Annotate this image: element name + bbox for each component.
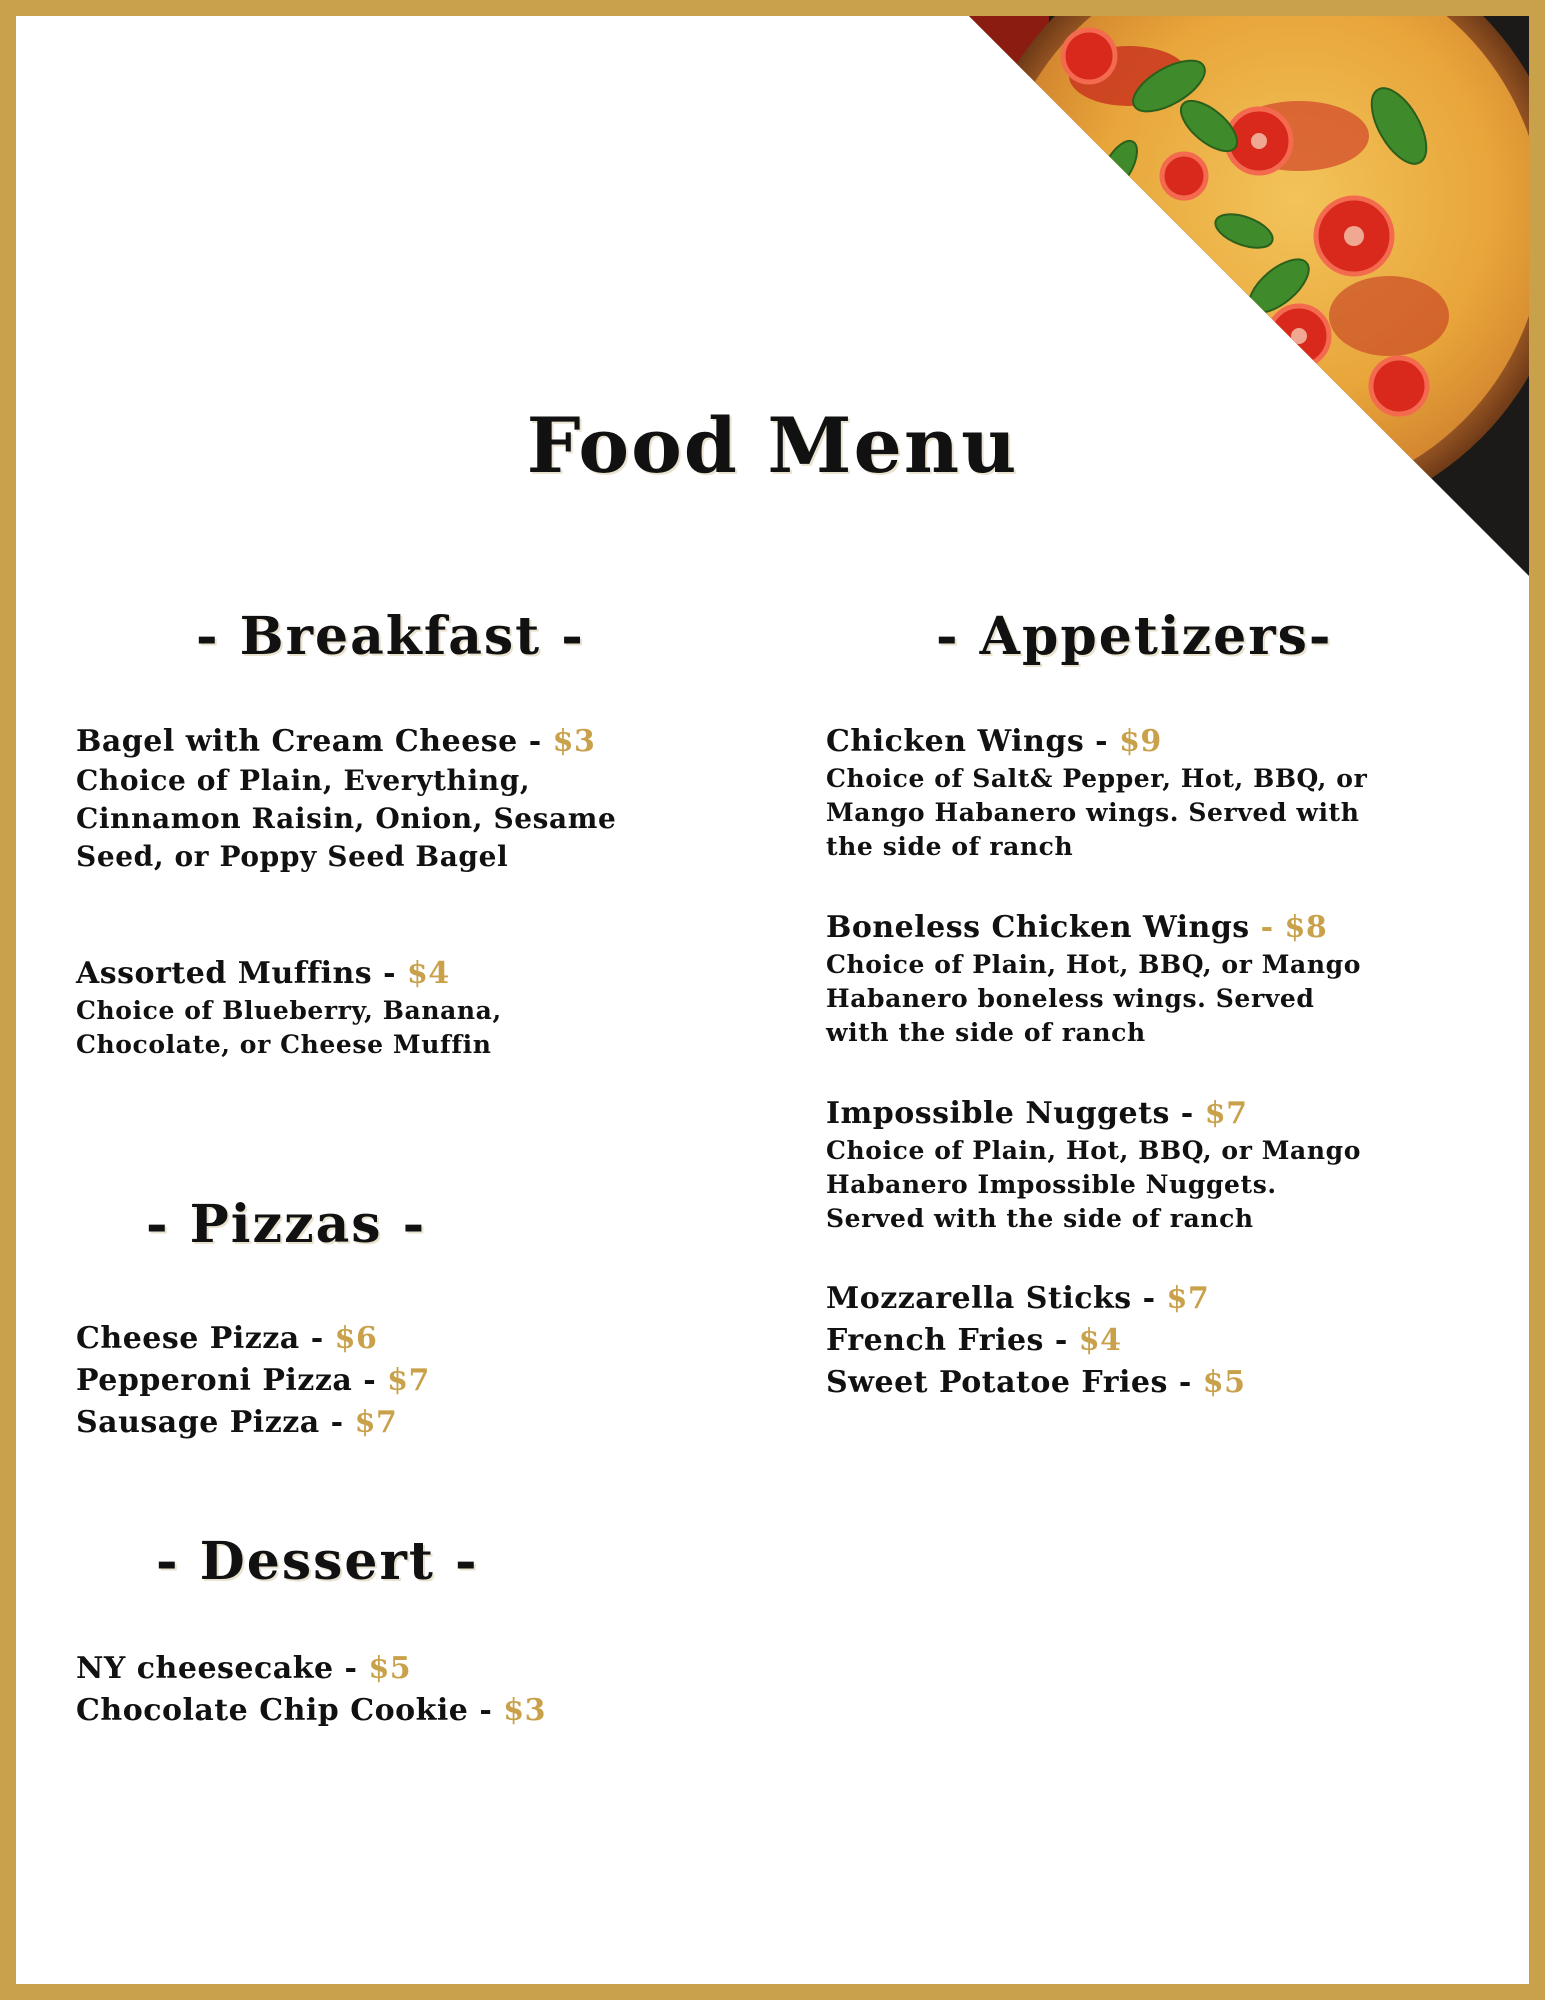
item-price: $6 xyxy=(334,1321,378,1356)
page-title: Food Menu xyxy=(526,401,1019,490)
item-description: Choice of Plain, Hot, BBQ, or Mango xyxy=(826,950,1361,979)
item-description: Habanero Impossible Nuggets. xyxy=(826,1170,1277,1199)
item-description: Served with the side of ranch xyxy=(826,1204,1254,1233)
menu-item-impossible-nuggets xyxy=(826,1094,1466,1236)
item-price: - $8 xyxy=(1260,910,1328,945)
pizzas-list xyxy=(76,1318,430,1444)
item-title xyxy=(826,1094,1466,1134)
item-name: NY cheesecake - xyxy=(76,1651,369,1686)
item-description: Mango Habanero wings. Served with xyxy=(826,798,1360,827)
list-item xyxy=(76,1648,546,1690)
pizza-icon xyxy=(969,16,1529,576)
breakfast-heading: - Breakfast - xyxy=(196,606,585,667)
list-item xyxy=(826,1320,1245,1362)
menu-item-chicken-wings xyxy=(826,722,1466,864)
dessert-heading: - Dessert - xyxy=(156,1531,479,1592)
item-name: Chicken Wings - xyxy=(826,724,1120,759)
item-description: Habanero boneless wings. Served xyxy=(826,984,1315,1013)
item-price: $7 xyxy=(387,1363,430,1398)
appetizers-extras-list xyxy=(826,1278,1245,1404)
list-item xyxy=(76,1690,546,1732)
item-price: $7 xyxy=(1166,1281,1210,1316)
item-name: Boneless Chicken Wings xyxy=(826,910,1261,945)
item-title xyxy=(826,722,1466,762)
item-price: $9 xyxy=(1119,724,1162,759)
item-description: Choice of Plain, Everything, xyxy=(76,764,531,797)
item-name: Mozzarella Sticks - xyxy=(826,1281,1167,1316)
pizzas-heading: - Pizzas - xyxy=(146,1194,427,1255)
menu-item-bagel xyxy=(76,722,716,876)
item-name: French Fries - xyxy=(826,1323,1079,1358)
item-description: Choice of Salt& Pepper, Hot, BBQ, or xyxy=(826,764,1368,793)
item-name: Sweet Potatoe Fries - xyxy=(826,1365,1203,1400)
item-price: $3 xyxy=(503,1693,546,1728)
item-price: $4 xyxy=(407,956,450,991)
item-name: Impossible Nuggets - xyxy=(826,1096,1205,1131)
list-item xyxy=(76,1402,430,1444)
item-price: $7 xyxy=(1204,1096,1248,1131)
item-title xyxy=(76,722,716,762)
dessert-list xyxy=(76,1648,546,1732)
appetizers-heading: - Appetizers- xyxy=(936,606,1333,667)
menu-item-boneless-wings xyxy=(826,908,1466,1050)
item-description: the side of ranch xyxy=(826,832,1074,861)
item-name: Sausage Pizza - xyxy=(76,1405,355,1440)
item-name: Cheese Pizza - xyxy=(76,1321,335,1356)
menu-item-muffins xyxy=(76,954,716,1062)
item-price: $7 xyxy=(354,1405,398,1440)
item-name: Bagel with Cream Cheese - xyxy=(76,724,553,759)
item-name: Chocolate Chip Cookie - xyxy=(76,1693,504,1728)
item-price: $5 xyxy=(1202,1365,1246,1400)
item-price: $5 xyxy=(368,1651,412,1686)
item-description: Choice of Blueberry, Banana, xyxy=(76,996,502,1025)
item-title xyxy=(826,908,1466,948)
item-name: Assorted Muffins - xyxy=(76,956,408,991)
item-description: with the side of ranch xyxy=(826,1018,1146,1047)
list-item xyxy=(826,1278,1245,1320)
item-description: Cinnamon Raisin, Onion, Sesame xyxy=(76,802,617,835)
item-description: Chocolate, or Cheese Muffin xyxy=(76,1030,492,1059)
item-name: Pepperoni Pizza - xyxy=(76,1363,388,1398)
item-price: $4 xyxy=(1078,1323,1122,1358)
item-description: Choice of Plain, Hot, BBQ, or Mango xyxy=(826,1136,1361,1165)
list-item xyxy=(76,1318,430,1360)
list-item xyxy=(826,1362,1245,1404)
item-price: $3 xyxy=(552,724,596,759)
item-description: Seed, or Poppy Seed Bagel xyxy=(76,840,509,873)
list-item xyxy=(76,1360,430,1402)
item-title xyxy=(76,954,716,994)
